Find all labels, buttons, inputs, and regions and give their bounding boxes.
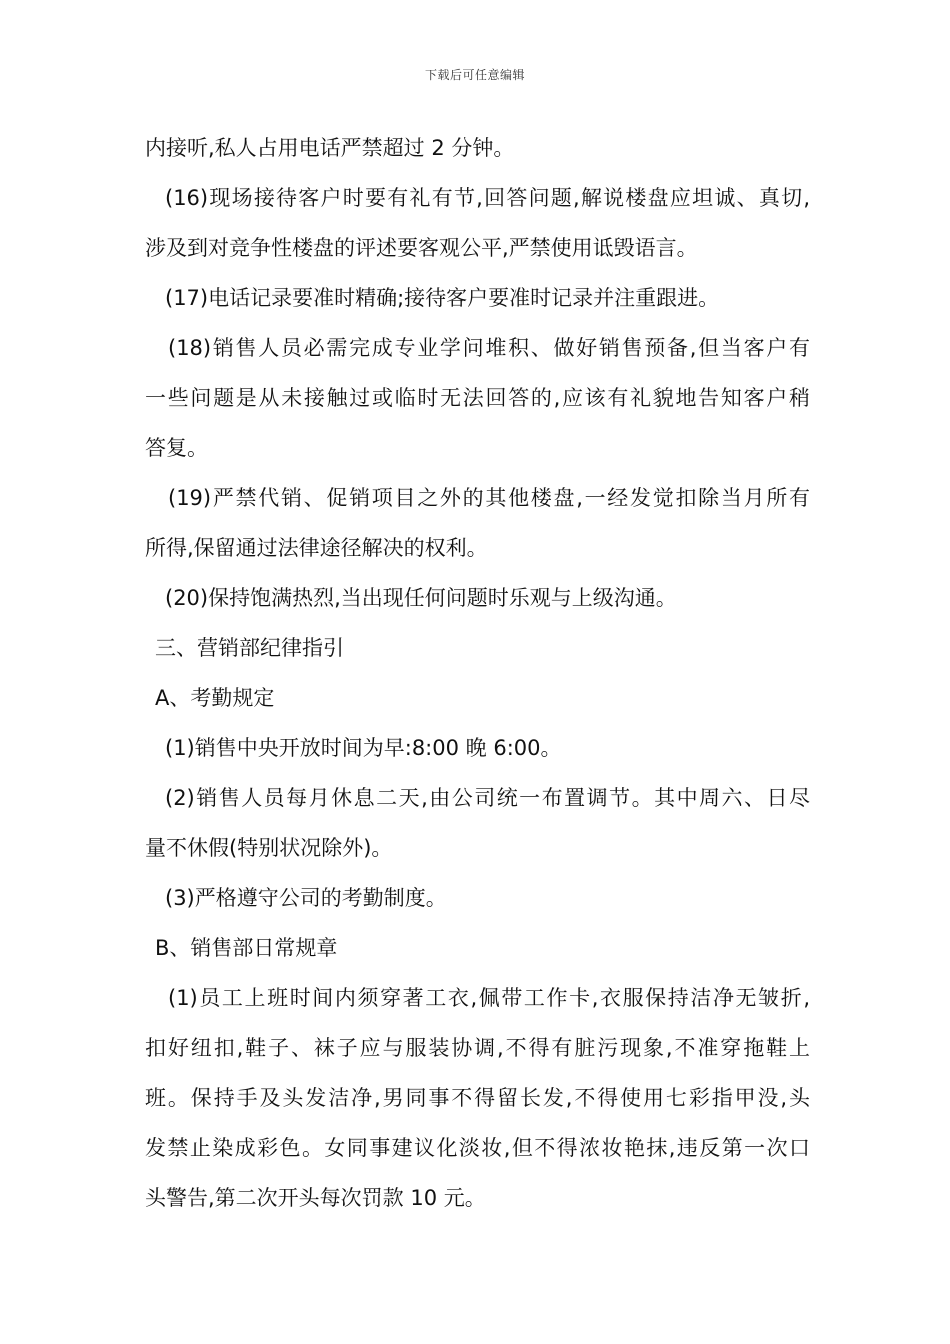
text-line: 头警告,第二次开头每次罚款 10 元。 [145, 1186, 486, 1210]
text-line: (2)销售人员每月休息二天,由公司统一布置调节。其中周六、日尽 [165, 786, 810, 810]
text-line: (3)严格遵守公司的考勤制度。 [165, 886, 447, 910]
subsection-heading: A、考勤规定 [155, 686, 275, 710]
text-line: 扣好纽扣,鞋子、袜子应与服装协调,不得有脏污现象,不准穿拖鞋上 [145, 1036, 810, 1060]
text-line: 量不休假(特别状况除外)。 [145, 836, 393, 860]
text-line: 班。保持手及头发洁净,男同事不得留长发,不得使用七彩指甲没,头 [145, 1086, 810, 1110]
page-header: 下载后可任意编辑 [424, 68, 525, 82]
text-line: (17)电话记录要准时精确;接待客户要准时记录并注重跟进。 [165, 286, 720, 310]
text-line: (20)保持饱满热烈,当出现任何问题时乐观与上级沟通。 [165, 586, 677, 610]
subsection-heading: B、销售部日常规章 [155, 936, 338, 960]
text-line: (1)销售中央开放时间为早:8:00 晚 6:00。 [165, 736, 562, 760]
text-line: 答复。 [145, 436, 208, 460]
text-line: 一些问题是从未接触过或临时无法回答的,应该有礼貌地告知客户稍 [145, 386, 810, 410]
text-line: 涉及到对竞争性楼盘的评述要客观公平,严禁使用诋毁语言。 [145, 236, 698, 260]
text-line: (19)严禁代销、促销项目之外的其他楼盘,一经发觉扣除当月所有 [168, 486, 810, 510]
text-line: 所得,保留通过法律途径解决的权利。 [145, 536, 488, 560]
document-body [145, 128, 810, 1228]
text-line: (16)现场接待客户时要有礼有节,回答问题,解说楼盘应坦诚、真切, [165, 186, 810, 210]
text-line: 内接听,私人占用电话严禁超过 2 分钟。 [145, 136, 515, 160]
text-line: (1)员工上班时间内须穿著工衣,佩带工作卡,衣服保持洁净无皱折, [168, 986, 810, 1010]
text-line: 发禁止染成彩色。女同事建议化淡妆,但不得浓妆艳抹,违反第一次口 [145, 1136, 810, 1160]
text-line: (18)销售人员必需完成专业学问堆积、做好销售预备,但当客户有 [168, 336, 810, 360]
section-heading: 三、营销部纪律指引 [155, 636, 344, 660]
